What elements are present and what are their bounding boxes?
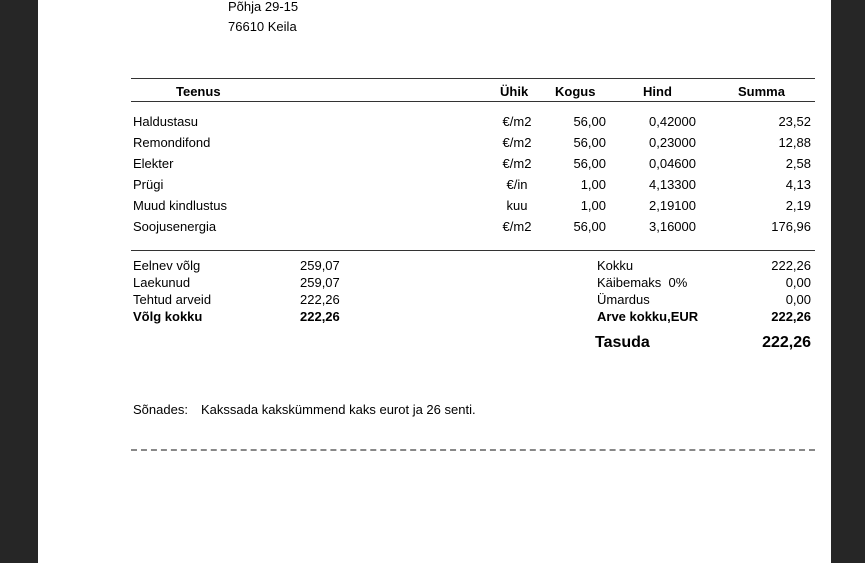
header-sum: Summa	[738, 84, 785, 99]
row-quantity: 56,00	[573, 219, 606, 234]
row-price: 2,19100	[649, 198, 696, 213]
row-quantity: 56,00	[573, 156, 606, 171]
row-quantity: 1,00	[580, 177, 606, 192]
row-price: 3,16000	[649, 219, 696, 234]
row-unit: kuu	[506, 198, 528, 213]
row-sum: 23,52	[778, 114, 811, 129]
cut-line	[131, 449, 815, 451]
summary-rule	[131, 250, 815, 251]
previous-debt-label: Eelnev võlg	[133, 258, 201, 273]
table-header-top-rule	[131, 78, 815, 79]
row-sum: 176,96	[771, 219, 811, 234]
to-pay-value: 222,26	[762, 334, 811, 351]
row-quantity: 56,00	[573, 135, 606, 150]
row-sum: 4,13	[785, 177, 811, 192]
vat-value: 0,00	[785, 275, 811, 290]
subtotal-value: 222,26	[771, 258, 811, 273]
row-service: Soojusenergia	[133, 219, 217, 234]
total-debt-label: Võlg kokku	[133, 309, 203, 324]
subtotal-label: Kokku	[597, 258, 634, 273]
words-label: Sõnades:	[133, 402, 188, 417]
invoice-total-label: Arve kokku,EUR	[597, 309, 699, 324]
rounding-label: Ümardus	[597, 292, 650, 307]
rounding-value: 0,00	[785, 292, 811, 307]
row-unit: €/m2	[502, 135, 532, 150]
received-label: Laekunud	[133, 275, 191, 290]
words-text: Kakssada kakskümmend kaks eurot ja 26 senti.	[201, 402, 476, 417]
header-unit: Ühik	[500, 84, 529, 99]
row-sum: 2,19	[785, 198, 811, 213]
row-service: Remondifond	[133, 135, 211, 150]
row-quantity: 56,00	[573, 114, 606, 129]
row-price: 4,13300	[649, 177, 696, 192]
received-value: 259,07	[300, 275, 340, 290]
address-line-1: Põhja 29-15	[228, 0, 299, 14]
row-unit: €/m2	[502, 156, 532, 171]
to-pay-label: Tasuda	[595, 334, 650, 351]
row-sum: 12,88	[778, 135, 811, 150]
row-service: Haldustasu	[133, 114, 199, 129]
row-price: 0,42000	[649, 114, 696, 129]
row-price: 0,23000	[649, 135, 696, 150]
row-service: Elekter	[133, 156, 174, 171]
row-quantity: 1,00	[580, 198, 606, 213]
invoiced-value: 222,26	[300, 292, 340, 307]
previous-debt-value: 259,07	[300, 258, 340, 273]
invoiced-label: Tehtud arveid	[133, 292, 212, 307]
table-header-bottom-rule	[131, 101, 815, 102]
row-unit: €/m2	[502, 219, 532, 234]
row-sum: 2,58	[785, 156, 811, 171]
row-service: Muud kindlustus	[133, 198, 227, 213]
row-unit: €/m2	[502, 114, 532, 129]
total-debt-value: 222,26	[300, 309, 340, 324]
row-service: Prügi	[133, 177, 164, 192]
address-line-2: 76610 Keila	[228, 19, 297, 34]
row-unit: €/in	[506, 177, 528, 192]
header-price: Hind	[643, 84, 672, 99]
invoice-total-value: 222,26	[771, 309, 811, 324]
invoice-page	[38, 0, 831, 563]
header-quantity: Kogus	[555, 84, 596, 99]
row-price: 0,04600	[649, 156, 696, 171]
header-service: Teenus	[176, 84, 221, 99]
vat-label: Käibemaks 0%	[597, 275, 688, 290]
